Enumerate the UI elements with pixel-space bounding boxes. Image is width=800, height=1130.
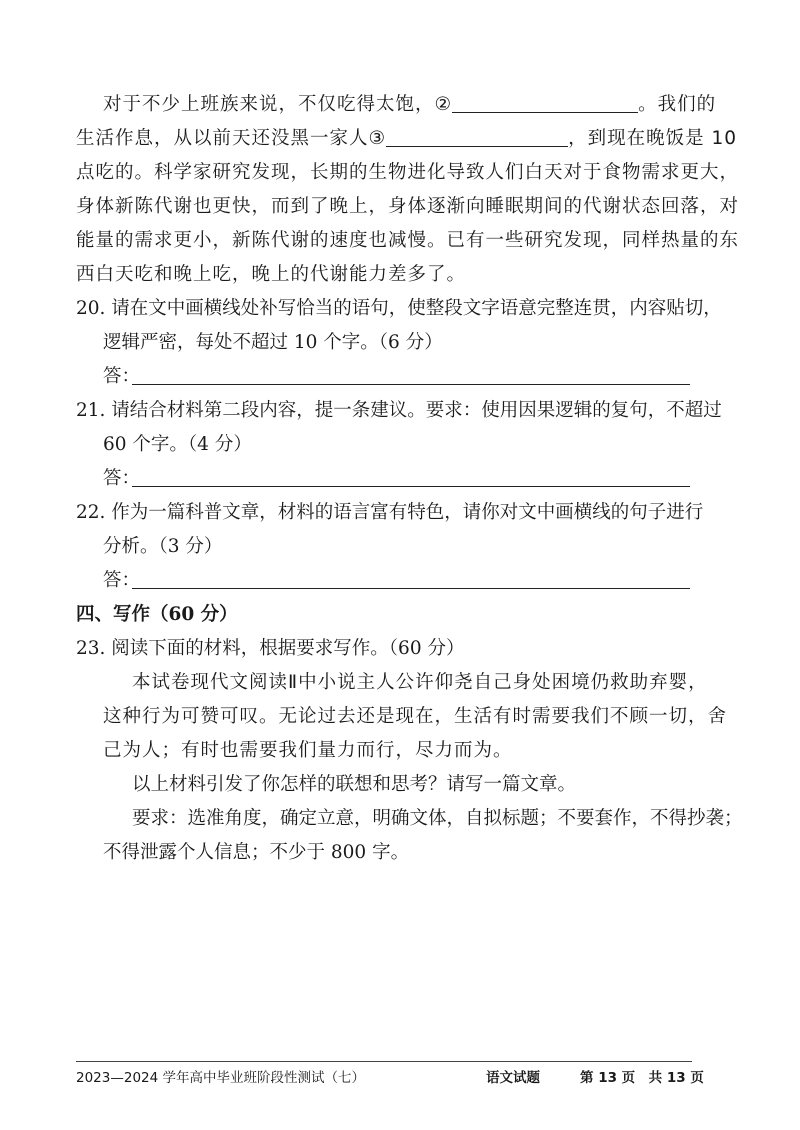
passage-line-2-tail: ，到现在晚饭是 10 <box>568 128 738 149</box>
footer-subject: 语文试题 <box>486 1070 540 1086</box>
writing-prompt: 以上材料引发了你怎样的联想和思考？请写一篇文章。 <box>132 774 577 795</box>
passage-line-1 <box>103 92 716 118</box>
footer-divider <box>76 1061 692 1062</box>
material-line-1: 本试卷现代文阅读Ⅱ中小说主人公许仰尧自己身处困境仍救助弃婴， <box>132 672 708 693</box>
passage-line-3: 点吃的。科学家研究发现，长期的生物进化导致人们白天对于食物需求更大， <box>76 162 740 183</box>
question-22-line-1: 22. 作为一篇科普文章，材料的语言富有特色，请你对文中画横线的句子进行 <box>76 502 704 523</box>
question-21-line-2: 60 个字。（4 分） <box>103 434 252 455</box>
answer-label-22: 答： <box>103 570 141 591</box>
question-22-line-2: 分析。（3 分） <box>103 536 223 557</box>
question-20-line-1: 20. 请在文中画横线处补写恰当的语句，使整段文字语意完整连贯，内容贴切， <box>76 298 722 319</box>
fill-blank-2 <box>452 92 638 113</box>
answer-line-20[interactable] <box>132 384 690 385</box>
writing-requirements-line-2: 不得泄露个人信息；不少于 800 字。 <box>103 842 410 863</box>
answer-line-21[interactable] <box>132 486 690 487</box>
footer-exam-title: 2023—2024 学年高中毕业班阶段性测试（七） <box>76 1070 366 1086</box>
passage-line-1-tail: 。我们的 <box>638 94 717 115</box>
passage-line-4: 身体新陈代谢也更快，而到了晚上，身体逐渐向睡眠期间的代谢状态回落，对 <box>76 196 740 217</box>
writing-requirements-line-1: 要求：选准角度，确定立意，明确文体，自拟标题；不要套作，不得抄袭； <box>132 808 743 829</box>
material-line-3: 己为人；有时也需要我们量力而行，尽力而为。 <box>103 740 513 761</box>
passage-line-2-text: 生活作息，从以前天还没黑一家人③ <box>76 128 387 149</box>
passage-line-2 <box>76 126 737 152</box>
answer-line-22[interactable] <box>132 588 690 589</box>
fill-blank-3 <box>386 126 568 147</box>
passage-line-5: 能量的需求更小，新陈代谢的速度也减慢。已有一些研究发现，同样热量的东 <box>76 230 740 251</box>
question-21-line-1: 21. 请结合材料第二段内容，提一条建议。要求：使用因果逻辑的复句，不超过 <box>76 400 722 421</box>
question-23: 23. 阅读下面的材料，根据要求写作。（60 分） <box>76 638 465 659</box>
question-20-line-2: 逻辑严密，每处不超过 10 个字。（6 分） <box>103 332 443 353</box>
section-heading-writing: 四、写作（60 分） <box>76 604 238 625</box>
footer-page-number: 第 13 页 共 13 页 <box>580 1070 704 1086</box>
material-line-2: 这种行为可赞可叹。无论过去还是现在，生活有时需要我们不顾一切，舍 <box>103 706 728 727</box>
answer-label-21: 答： <box>103 468 141 489</box>
passage-line-1-text: 对于不少上班族来说，不仅吃得太饱，② <box>103 94 453 115</box>
answer-label-20: 答： <box>103 366 141 387</box>
passage-line-6: 西白天吃和晚上吃，晚上的代谢能力差多了。 <box>76 264 467 285</box>
